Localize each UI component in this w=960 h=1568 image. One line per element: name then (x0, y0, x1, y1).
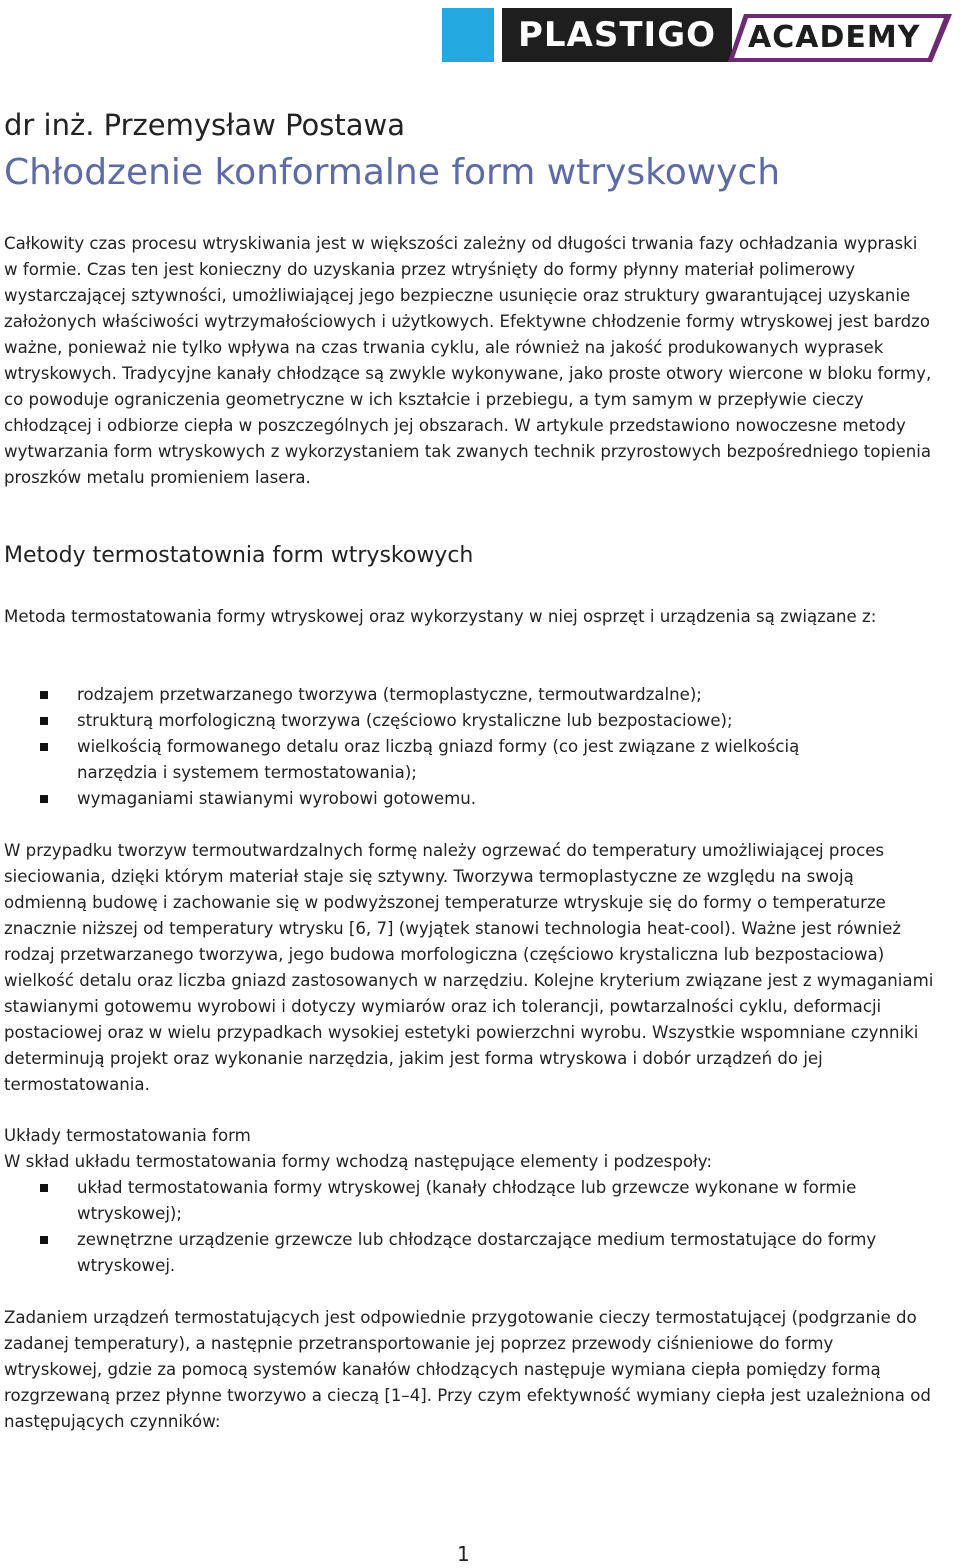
section-methods-list (4, 682, 884, 812)
intro-text: Całkowity czas procesu wtryskiwania jest w większości zależny od długości trwania fazy ochładzania wypraski w formie. Czas ten jest konieczny do uzyskania przez wtryśnięty do formy płynny materiał polimerowy wystarczającej sztywności, umożliwiającej jego bezpieczne usunięcie oraz struktury gwarantującej uzyskanie założonych właściwości wytrzymałościowych i użytkowych. Efektywne chłodzenie formy wtryskowej jest bardzo ważne, ponieważ nie tylko wpływa na czas trwania cyklu, ale również na jakość produkowanych wyprasek wtryskowych. Tradycyjne kanały chłodzące są zwykle wykonywane, jako proste otwory wiercone w bloku formy, co powoduje ograniczenia geometryczne w ich kształcie i przebiegu, a tym samym w przepływie cieczy chłodzącej i odbiorze ciepła w poszczególnych jej obszarach. W artykule przedstawiono nowoczesne metody wytwarzania form wtryskowych z wykorzystaniem tak zwanych technik przyrostowych bezpośredniego topienia proszków metalu promieniem lasera. (4, 234, 932, 487)
section-systems (4, 1123, 934, 1175)
author-name: dr inż. Przemysław Postawa (4, 108, 406, 142)
list-item-text: zewnętrzne urządzenie grzewcze lub chłodzące dostarczające medium termostatujące do formy wtryskowej. (77, 1230, 877, 1275)
list-item-text: wymaganiami stawianymi wyrobowi gotowemu. (77, 789, 477, 808)
systems-body-text: Zadaniem urządzeń termostatujących jest odpowiednie przygotowanie cieczy termostatującej (podgrzanie do zadanej temperatury), a następnie przetransportowanie jej poprzez przewody ciśnieniowe do formy wtryskowej, gdzie za pomocą systemów kanałów chłodzących następuje wymiana ciepła pomiędzy formą rozgrzewaną przez płynne tworzywo a cieczą [1–4]. Przy czym efektywność wymiany ciepła jest uzależniona od następujących czynników: (4, 1308, 931, 1431)
article-title: Chłodzenie konformalne form wtryskowych (4, 152, 781, 193)
list-item (4, 1227, 884, 1279)
list-item (4, 682, 884, 708)
logo-blue-square (442, 8, 494, 62)
bullet-square-icon (40, 743, 48, 751)
section-systems-body (4, 1305, 934, 1435)
section-methods-lead (4, 604, 934, 630)
section-methods-body (4, 838, 934, 1098)
bullet-square-icon (40, 1184, 48, 1192)
list-item-text: rodzajem przetwarzanego tworzywa (termoplastyczne, termoutwardzalne); (77, 685, 702, 704)
section-systems-list (4, 1175, 884, 1279)
logo-academy-text: ACADEMY (748, 20, 921, 55)
list-item (4, 708, 884, 734)
list-item (4, 734, 884, 786)
logo-brand-text: PLASTIGO (502, 8, 732, 62)
bullet-square-icon (40, 691, 48, 699)
bullet-square-icon (40, 795, 48, 803)
list-item-text: wielkością formowanego detalu oraz liczbą gniazd formy (co jest związane z wielkością narzędzia i systemem termostatowania); (77, 737, 800, 782)
methods-body-text: W przypadku tworzyw termoutwardzalnych formę należy ogrzewać do temperatury umożliwiającej proces sieciowania, dzięki którym materiał staje się sztywny. Tworzywa termoplastyczne ze względu na swoją odmienną budowę i zachowanie się w podwyższonej temperaturze wtryskuje się do formy o temperaturze znacznie niższej od temperatury wtrysku [6, 7] (wyjątek stanowi technologia heat-cool). Ważne jest również rodzaj przetwarzanego tworzywa, jego budowa morfologiczna (częściowo krystaliczna lub bezpostaciowa) wielkość detalu oraz liczba gniazd zastosowanych w narzędziu. Kolejne kryterium związane jest z wymaganiami stawianymi gotowemu wyrobowi i dotyczy wymiarów oraz ich tolerancji, powtarzalności cyklu, deformacji postaciowej oraz w wielu przypadkach wysokiej estetyki powierzchni wyrobu. Wszystkie wspomniane czynniki determinują projekt oraz wykonanie narzędzia, jakim jest forma wtryskowa i dobór urządzeń do jej termostatowania. (4, 841, 934, 1094)
systems-lead-text: W skład układu termostatowania formy wchodzą następujące elementy i podzespoły: (4, 1152, 712, 1171)
bullet-square-icon (40, 1236, 48, 1244)
list-item (4, 1175, 884, 1227)
section-heading-methods: Metody termostatownia form wtryskowych (4, 543, 474, 568)
section-heading-systems: Układy termostatowania form (4, 1126, 251, 1145)
page-number: 1 (457, 1542, 470, 1566)
list-item (4, 786, 884, 812)
methods-lead-text: Metoda termostatowania formy wtryskowej oraz wykorzystany w niej osprzęt i urządzenia są związane z: (4, 607, 877, 626)
plastigo-academy-logo (442, 8, 952, 62)
list-item-text: układ termostatowania formy wtryskowej (kanały chłodzące lub grzewcze wykonane w formie wtryskowej); (77, 1178, 857, 1223)
logo-academy-banner (718, 8, 952, 62)
systems-bullet-list (4, 1175, 884, 1279)
intro-paragraph (4, 231, 934, 491)
list-item-text: strukturą morfologiczną tworzywa (częściowo krystaliczne lub bezpostaciowe); (77, 711, 733, 730)
methods-bullet-list (4, 682, 884, 812)
bullet-square-icon (40, 717, 48, 725)
